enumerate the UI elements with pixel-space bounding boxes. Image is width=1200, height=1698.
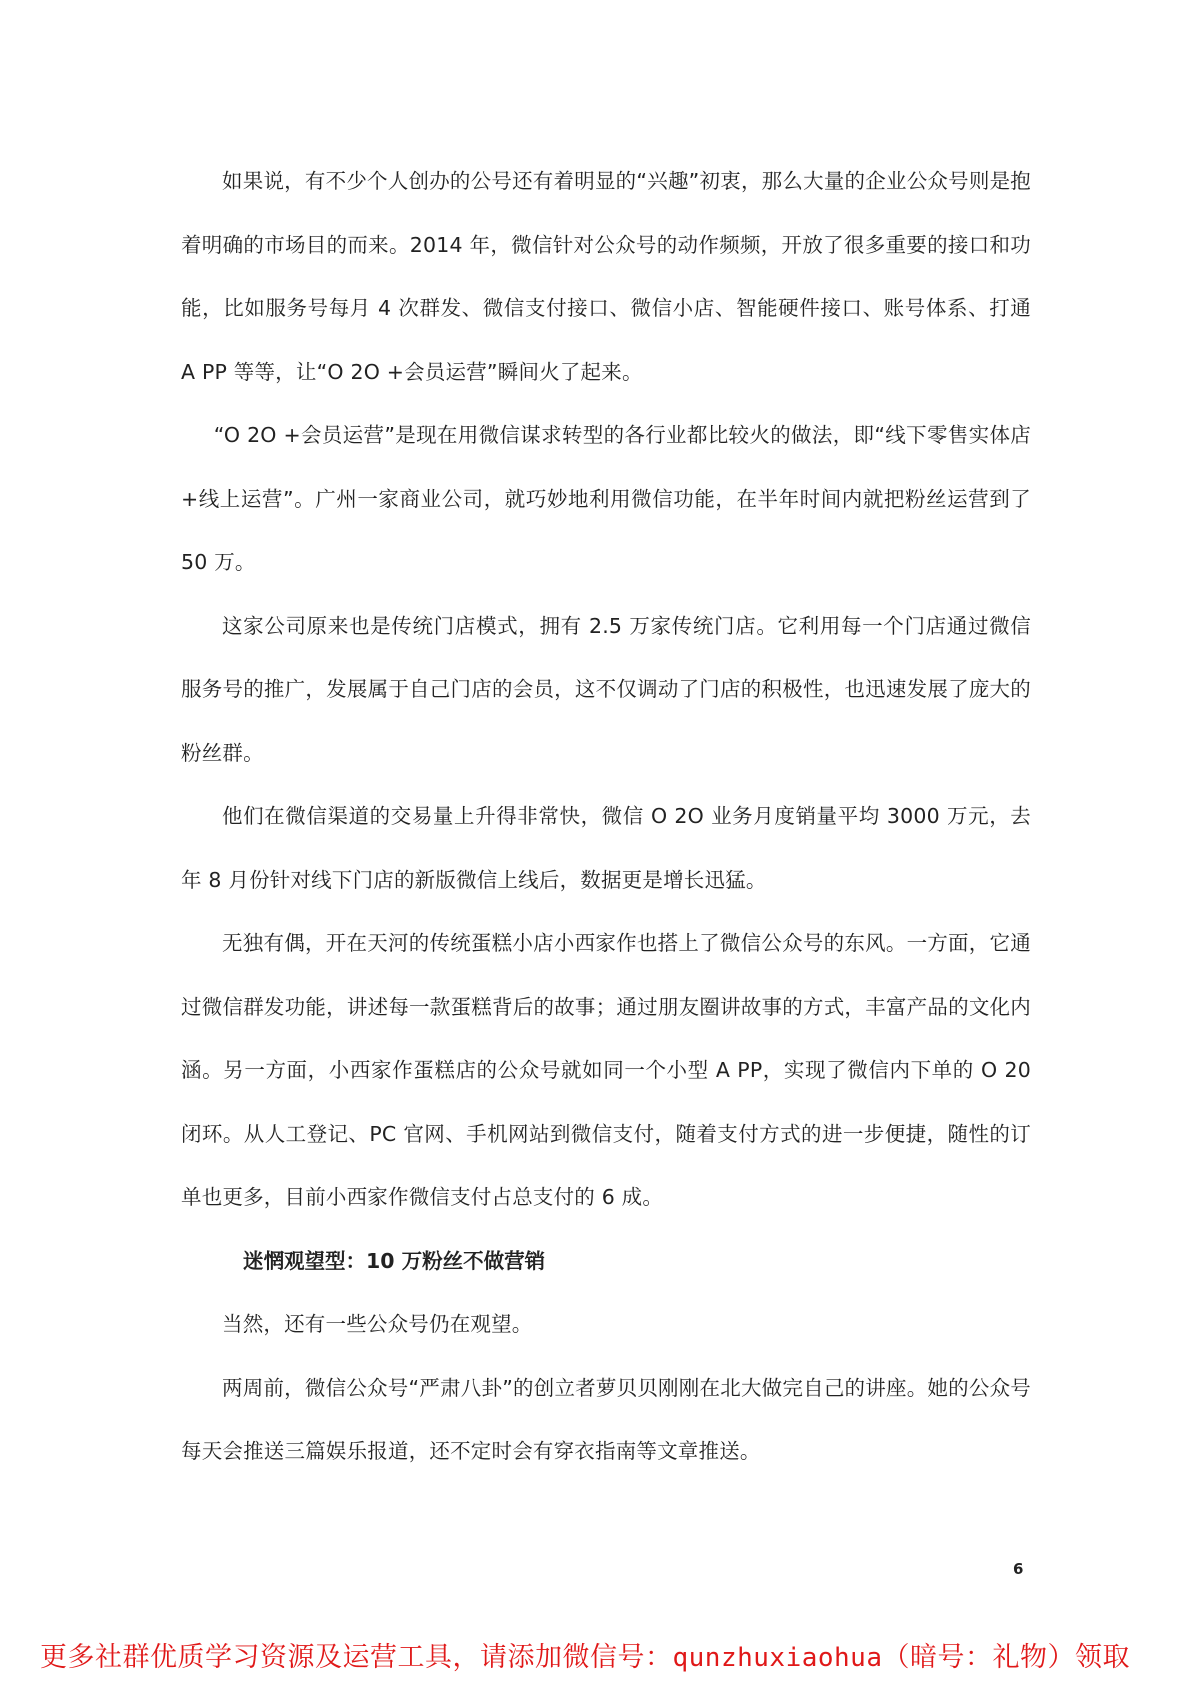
footer-text-before: 更多社群优质学习资源及运营工具，请添加微信号：	[40, 1642, 673, 1673]
paragraph-5: 无独有偶，开在天河的传统蛋糕小店小西家作也搭上了微信公众号的东风。一方面，它通过微信群发功能，讲述每一款蛋糕背后的故事；通过朋友圈讲故事的方式，丰富产品的文化内涵。另一方面，小西家作蛋糕店的公众号就如同一个小型 A PP，实现了微信内下单的 O 20 闭环。从人工登记、PC 官网、手机网站到微信支付，随着支付方式的进一步便捷，随性的订单也更多，目前小西家作微信支付占总支付的 6 成。	[181, 931, 1031, 1209]
footer-wechat-id: qunzhuxiaohua	[672, 1643, 883, 1673]
paragraph-6: 当然，还有一些公众号仍在观望。	[222, 1312, 533, 1336]
section-subheading: 迷惘观望型：10 万粉丝不做营销	[243, 1248, 546, 1273]
paragraph-1: 如果说，有不少个人创办的公号还有着明显的“兴趣”初衷，那么大量的企业公众号则是抱着明确的市场目的而来。2014 年，微信针对公众号的动作频频，开放了很多重要的接口和功能，比如服务号每月 4 次群发、微信支付接口、微信小店、智能硬件接口、账号体系、打通 A PP 等等，让“O 2O +会员运营”瞬间火了起来。	[181, 169, 1031, 384]
paragraph-4: 他们在微信渠道的交易量上升得非常快，微信 O 2O 业务月度销量平均 3000 万元，去年 8 月份针对线下门店的新版微信上线后，数据更是增长迅猛。	[181, 804, 1031, 892]
paragraph-7: 两周前，微信公众号“严肃八卦”的创立者萝贝贝刚刚在北大做完自己的讲座。她的公众号每天会推送三篇娱乐报道，还不定时会有穿衣指南等文章推送。	[181, 1375, 1031, 1463]
footer-promo-banner	[40, 1640, 1180, 1676]
paragraph-3: 这家公司原来也是传统门店模式，拥有 2.5 万家传统门店。它利用每一个门店通过微信服务号的推广，发展属于自己门店的会员，这不仅调动了门店的积极性，也迅速发展了庞大的粉丝群。	[181, 613, 1031, 765]
paragraph-2: “O 2O +会员运营”是现在用微信谋求转型的各行业都比较火的做法，即“线下零售实体店+线上运营”。广州一家商业公司，就巧妙地利用微信功能，在半年时间内就把粉丝运营到了 50 万。	[181, 423, 1031, 574]
article-body	[181, 150, 1031, 1484]
footer-text-after: （暗号：礼物）领取	[882, 1642, 1130, 1673]
page-number: 6	[1013, 1560, 1024, 1578]
